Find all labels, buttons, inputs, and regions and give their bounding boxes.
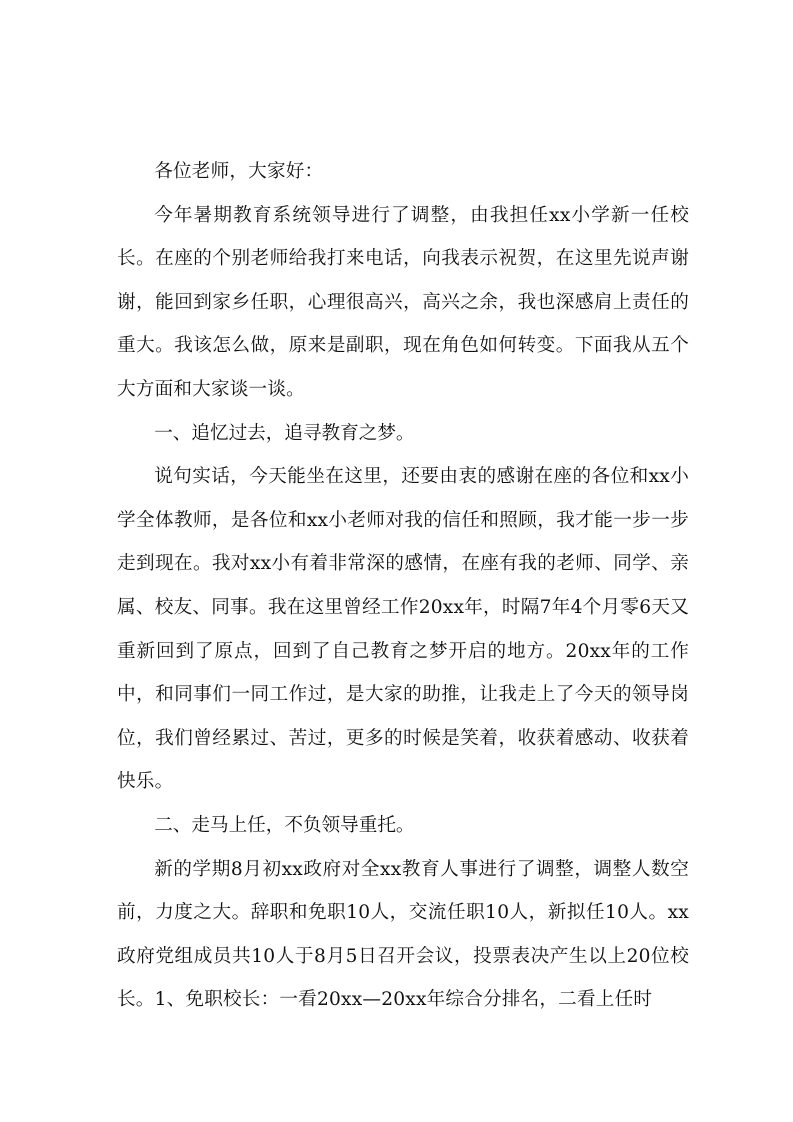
greeting-line: 各位老师，大家好：	[154, 161, 324, 182]
document-body	[117, 150, 689, 1022]
section-2-heading: 二、走马上任，不负领导重托。	[154, 814, 415, 836]
section-2-paragraph: 新的学期8月初xx政府对全xx教育人事进行了调整，调整人数空前，力度之大。辞职和免职10人，交流任职10人，新拟任10人。xx政府党组成员共10人于8月5日召开会议，投票表决产生以上20位校长。1、免职校长：一看20xx—20xx年综合分排名，二看上任时	[117, 858, 689, 1011]
section-1-paragraph: 说句实话，今天能坐在这里，还要由衷的感谢在座的各位和xx小学全体教师，是各位和xx小老师对我的信任和照顾，我才能一步一步走到现在。我对xx小有着非常深的感情，在座有我的老师、同学、亲属、校友、同事。我在这里曾经工作20xx年，时隔7年4个月零6天又重新回到了原点，回到了自己教育之梦开启的地方。20xx年的工作中，和同事们一同工作过，是大家的助推，让我走上了今天的领导岗位，我们曾经累过、苦过，更多的时候是笑着，收获着感动、收获着快乐。	[117, 466, 689, 793]
intro-paragraph: 今年暑期教育系统领导进行了调整，由我担任xx小学新一任校长。在座的个别老师给我打来电话，向我表示祝贺，在这里先说声谢谢，能回到家乡任职，心理很高兴，高兴之余，我也深感肩上责任的重大。我该怎么做，原来是副职，现在角色如何转变。下面我从五个大方面和大家谈一谈。	[117, 204, 689, 400]
section-1-heading: 一、追忆过去，追寻教育之梦。	[154, 422, 415, 444]
